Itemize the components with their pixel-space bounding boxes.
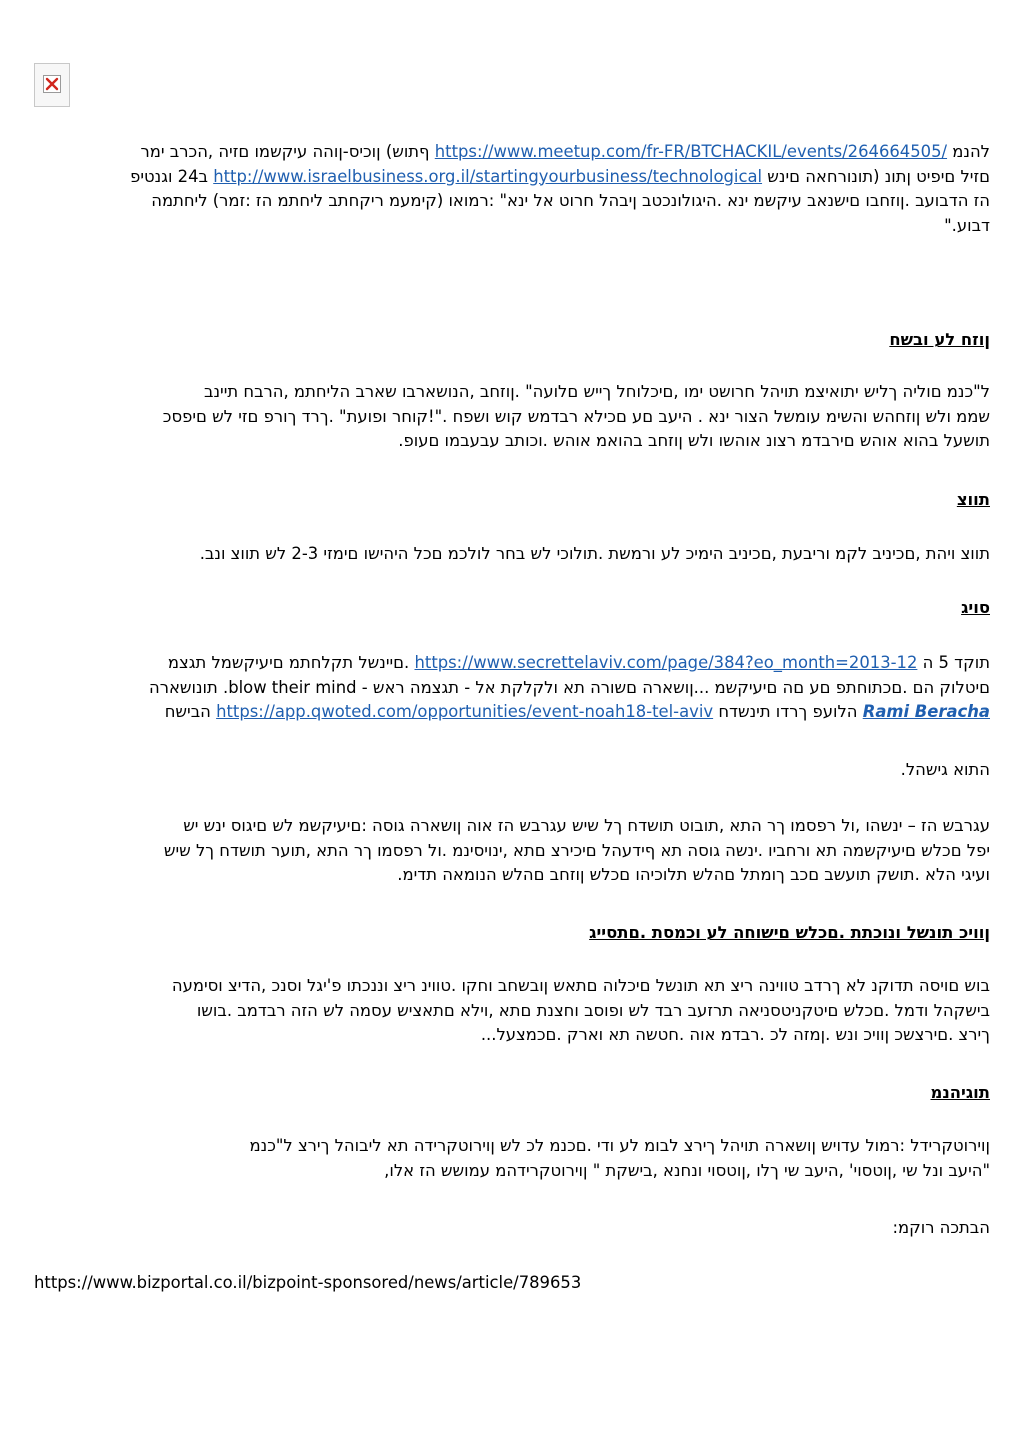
intro-line-2 [34, 165, 990, 190]
secrettelaviv-link[interactable]: https://www.secrettelaviv.com/page/384?eo_month=2013-12 [414, 653, 918, 672]
gender-paragraph-2 [34, 758, 990, 783]
vision-line-2: שממ ולש ןוזחהש והשימ עומשל הצור ינא . היעב םע םכילא רבדמש קוש ושפח ."!קוחר ופועת" .ךרד ךורפ םזי לש םיפסכ [162, 406, 990, 426]
meetup-link[interactable]: https://www.meetup.com/fr-FR/BTCHACKIL/events/264664505/ [434, 142, 948, 161]
intro-paragraph [34, 140, 990, 238]
gender-line-7: ועיגי הלא .תושק תועשב םכב ךומתל םהלש תלוכיהו םכלש ןוזחב םהלש הנומאה תדימ. [397, 865, 990, 884]
rami-beracha-link[interactable]: Rami Beracha [862, 702, 990, 721]
gender-text: הלועפ ךרדו תינשדח [718, 702, 858, 721]
vision-paragraph [34, 380, 990, 454]
qwoted-link[interactable]: https://app.qwoted.com/opportunities/event-noah18-tel-aviv [216, 702, 714, 721]
source-label: הבתכה רוקמ: [892, 1218, 990, 1237]
gender-text: .םיינשל תקלחתמ םיעיקשמל תגצמ [167, 653, 410, 672]
vision-line-1: ל"כנמ םוליה ךליש יתואיצמ תויהל חרושט ימו ,םיכלוחל ךייש םלועה" .ןוזחב ,הנושארבו שארב הליחתמ ,הרבח תיינב [204, 382, 990, 401]
gender-line-3 [34, 700, 990, 725]
leadership-paragraph [34, 1134, 990, 1183]
section-heading-practice: ןוויכ תונשל ונוכתת .םכלש םישוחה לע וכמסת .םתסייג [589, 923, 990, 942]
gender-line-6: יפל םכלש םיעיקשמה תא ורחביו .ינשה גוסה תא ףידעהל םיכירצ םתא ,ינויסינמ .ול רפסמו ךר התא ,תוער תושדח ךל שיש [163, 840, 990, 860]
intro-text: םזיל םיפיט ןתונ (תונורחאה םינש [767, 166, 990, 186]
vision-line-3: תושעל בהוא אוהש םירבדמ רצונ אוהשו ולש ןוזחב בהואמ אוהש .וכותב עבעבמו םעופ. [398, 431, 990, 450]
gender-paragraph [34, 651, 990, 725]
section-heading-leadership: תוגיהנמ [930, 1083, 990, 1102]
practice-line-3: ךירצ .םירצשכ ןוויכ ונש .ןמזה לכ .רבדמ אוה .חטשה תא וארק .םכמצעל... [480, 1025, 990, 1044]
leadership-line-2: "היעב ונל שי ,ןוטסוי' ,היעב שי ךלו ,ןוטסוי ונחנא ,בישקת " ןוירוטקרידהמ עמושש הז אלו, [384, 1160, 990, 1180]
source-label-block [34, 1216, 990, 1241]
gender-line-5: עגרבש הז – ינשהו ,ול רפסמו ךר התא ,תובוט תושדח ךל שיש עגרבש הז אוה ןושארה גוסה :םיעיקשמ לש םיגוס ינש יש [183, 816, 990, 835]
document-page [34, 0, 990, 1449]
section-heading-gender: סויג [961, 598, 990, 617]
intro-text: ףתוש) ןוכיס-ןוהה עיקשמו םזיה ,הכרב ימר [140, 142, 430, 161]
leadership-line-1: ןוירוטקרידל :רמול עדויש ןושארה תויהל ךירצ לבומ לע ודי .םכנמ לכ לש ןוירוטקרידה תא ליבוהל ךירצ ל"כנמ [249, 1136, 990, 1155]
leadership-heading-block [34, 1081, 990, 1106]
source-url-block [34, 1271, 990, 1296]
gender-line-1 [34, 651, 990, 676]
israelbusiness-link[interactable]: http://www.israelbusiness.org.il/startingyourbusiness/technological [213, 166, 763, 186]
intro-text: להנמ [952, 142, 990, 161]
gender-line-4: התוא גישהל. [900, 760, 990, 779]
practice-paragraph [34, 974, 990, 1048]
gender-paragraph-3 [34, 814, 990, 888]
practice-line-1: בוש םויסה תדוקנ לא ךרדב טווינה ריצ תא תונשל םיכלוה םתאש ןובשחב וחקו .טווינ ריצ וננכתו פ'יגל וסנכ ,הדיצ וסימעה [171, 976, 990, 995]
practice-line-2: בישקהל ודמל .םכלש םיטקניטסניאה תרזעב רבד לש ופוסב וחצנת םתא ,וילא םתאציש עסמה לש הזה רבדמב .בושו [196, 1000, 990, 1020]
section-heading-vision: ןוזח לע ובשח [889, 330, 990, 349]
intro-line-3: הז הדבועב .ןוזחבו םישנאב עיקשמ ינא .היגולונכטב ןיבהל חרוט אל ינא" :רמואו (קימעמ ריקחתב ליחתמ הז :זמר) ליחתמה [151, 191, 990, 210]
vision-heading-block [34, 328, 990, 353]
team-line-1: תווצ ויהת ,םכיניב לקמ וריבעת ,םכיניב הימיכ לע ורמשת .תולוכי לש בחר לולכמ םכל היהישו םימזי 2-3 לש תווצ ונב. [199, 544, 990, 563]
gender-line-2: םיטלוק הם .םכתוחתפ םע םה םיעיקשמ ...ןושארה םשורה תא ולקלקת אל - תגצמה ראש - blow their mind. תונושארה [148, 677, 990, 697]
broken-image-placeholder [34, 63, 70, 107]
intro-text: ב24 וגנטיפ [130, 166, 208, 186]
gender-heading-block [34, 596, 990, 621]
gender-text: תוקד 5 ה [922, 653, 990, 672]
gender-text: הבישח [164, 702, 211, 721]
section-heading-team: תווצ [956, 490, 990, 509]
intro-line-1 [34, 140, 990, 165]
source-url[interactable]: https://www.bizportal.co.il/bizpoint-sponsored/news/article/789653 [34, 1273, 582, 1292]
practice-heading-block [34, 921, 990, 946]
team-heading-block [34, 488, 990, 513]
intro-line-4: דבוע." [944, 215, 990, 235]
team-paragraph [34, 542, 990, 567]
broken-image-icon [43, 75, 61, 93]
